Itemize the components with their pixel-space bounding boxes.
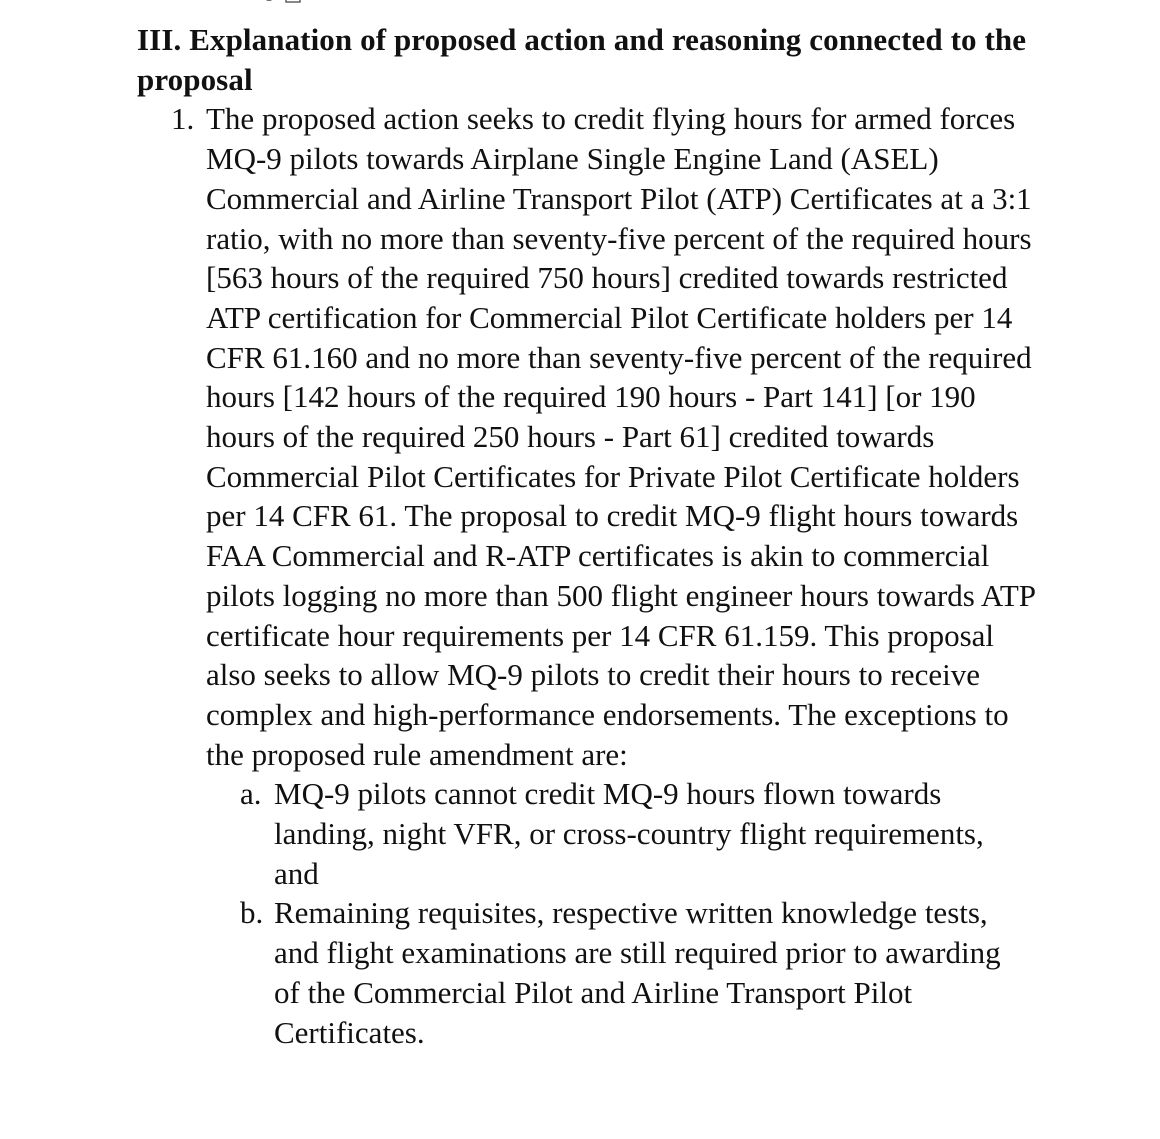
section-heading: III. Explanation of proposed action and reasoning connected to the proposal — [137, 22, 1027, 97]
proposal-list — [137, 99, 1037, 1052]
exceptions-list — [206, 774, 1037, 1052]
clipped-previous-line — [236, 0, 306, 8]
sub-list-item — [206, 774, 1037, 893]
list-item — [137, 99, 1037, 1052]
sub-list-item-text: MQ-9 pilots cannot credit MQ-9 hours flown towards landing, night VFR, or cross-country flight requirements, and — [274, 776, 984, 891]
sub-list-item — [206, 893, 1037, 1052]
list-item-marker: 1. — [171, 101, 195, 137]
sub-list-item-marker: a. — [240, 776, 262, 812]
sub-list-item-marker: b. — [240, 895, 264, 931]
sub-list-item-text: Remaining requisites, respective written knowledge tests, and flight examinations are still required prior to awarding of the Commercial Pilot and Airline Transport Pilot Certificates. — [274, 895, 1001, 1050]
document-page — [137, 20, 1037, 1052]
list-item-text: The proposed action seeks to credit flying hours for armed forces MQ-9 pilots towards Airplane Single Engine Land (ASEL) Commercial and Airline Transport Pilot (ATP) Certificates at a 3:1 ratio, with no more than seventy-five percent of the required hours [563 hours of the required 750 hours] credited towards restricted ATP certification for Commercial Pilot Certificate holders per 14 CFR 61.160 and no more than seventy-five percent of the required hours [142 hours of the required 190 hours - Part 141] [or 190 hours of the required 250 hours - Part 61] credited towards Commercial Pilot Certificates for Private Pilot Certificate holders per 14 CFR 61. The proposal to credit MQ-9 flight hours towards FAA Commercial and R-ATP certificates is akin to commercial pilots logging no more than 500 flight engineer hours towards ATP certificate hour requirements per 14 CFR 61.159. This proposal also seeks to allow MQ-9 pilots to credit their hours to receive complex and high-performance endorsements. The exceptions to the proposed rule amendment are: — [206, 101, 1035, 772]
